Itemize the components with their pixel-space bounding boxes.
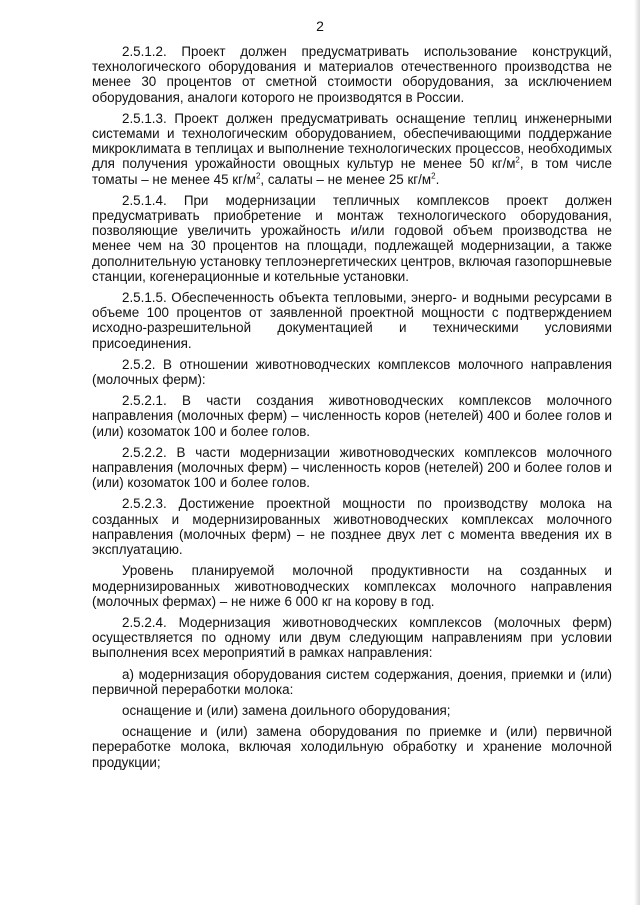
paragraph-2-5-2-3: 2.5.2.3. Достижение проектной мощности по производству молока на созданных и модернизированных животноводческих комплексах молочного направления (молочных ферм) – не позднее двух лет с момента введения их в эксплуатацию. [92,496,612,558]
paragraph-2-5-1-5: 2.5.1.5. Обеспеченность объекта тепловыми, энерго- и водными ресурсами в объеме 100 процентов от заявленной проектной мощности с подтверждением исходно-разрешительной документацией и техническими условиями присоединения. [92,290,612,351]
paragraph-2-5-1-3-text-d: . [435,171,440,187]
paragraph-milk-processing-equipment: оснащение и (или) замена оборудования по приемке и (или) первичной переработке молока, включая холодильную обработку и хранение молочной продукции; [92,724,612,770]
paragraph-item-a: а) модернизация оборудования систем содержания, доения, приемки и (или) первичной переработки молока: [92,666,612,697]
paragraph-milk-productivity: Уровень планируемой молочной продуктивности на созданных и модернизированных животноводческих комплексах молочного направления (молочных фермах) – не ниже 6 000 кг на корову в год. [92,563,612,609]
paragraph-2-5-2: 2.5.2. В отношении животноводческих комплексов молочного направления (молочных ферм): [92,356,612,388]
page-number: 2 [316,18,324,34]
paragraph-2-5-1-2: 2.5.1.2. Проект должен предусматривать использование конструкций, технологического оборудования и материалов отечественного производства не менее 30 процентов от сметной стоимости оборудования, за исключением оборудования, аналоги которого не производятся в России. [92,44,612,105]
paragraph-2-5-1-3-text-c: , салаты – не менее 25 кг/м [260,171,432,187]
paragraph-2-5-2-1: 2.5.2.1. В части создания животноводческих комплексов молочного направления (молочных ферм) – численность коров (нетелей) 400 и более голов и (или) козоматок 100 и более голов. [92,393,612,439]
paragraph-2-5-2-4: 2.5.2.4. Модернизация животноводческих комплексов (молочных ферм) осуществляется по одному или двум следующим направлениям при условии выполнения всех мероприятий в рамках направления: [92,614,612,661]
page-edge-shadow [634,0,640,905]
paragraph-2-5-1-3-text-a: 2.5.1.3. Проект должен предусматривать оснащение теплиц инженерными системами и технологическим оборудованием, обеспечивающими поддержание микроклимата в теплицах и выполнение технологических процессов, необходимых для получения урожайности овощных культур не менее 50 кг/м [92,110,612,172]
superscript-squared: 2 [515,155,520,165]
paragraph-2-5-1-3-text-b: , в том числе томаты – не менее 45 кг/м [92,156,613,187]
paragraph-2-5-2-2: 2.5.2.2. В части модернизации животноводческих комплексов молочного направления (молочных ферм) – численность коров (нетелей) 200 и более голов и (или) козоматок 100 и более голов. [92,444,612,491]
paragraph-2-5-1-3 [92,111,612,187]
paragraph-milking-equipment: оснащение и (или) замена доильного оборудования; [122,702,451,718]
superscript-squared: 2 [431,171,436,181]
paragraph-2-5-1-4: 2.5.1.4. При модернизации тепличных комплексов проект должен предусматривать приобретение и монтаж технологического оборудования, позволяющие увеличить урожайность и/или годовой объем производства не менее чем на 30 процентов на площади, подлежащей модернизации, а также дополнительную установку теплоэнергетических центров, включая газопоршневые станции, когенерационные и котельные установки. [92,192,612,284]
document-body [92,44,612,776]
superscript-squared: 2 [255,171,261,181]
